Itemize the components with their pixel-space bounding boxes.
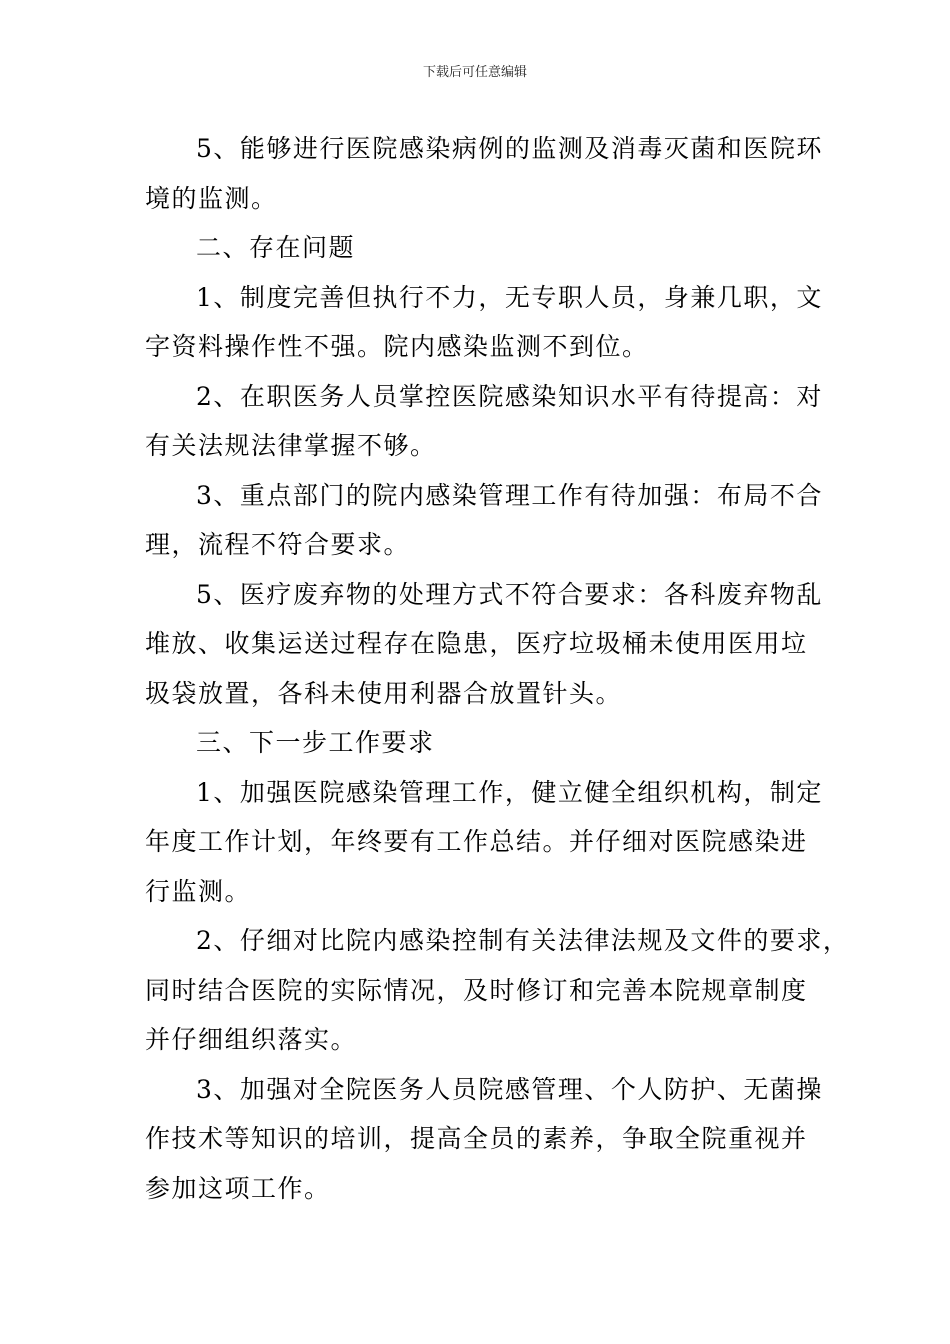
paragraph-problem-5 (145, 570, 823, 719)
paragraph-line: 作技术等知识的培训，提高全员的素养，争取全院重视并 (145, 1124, 808, 1153)
paragraph-line: 有关法规法律掌握不够。 (145, 431, 437, 460)
paragraph-requirement-2 (145, 916, 850, 1065)
paragraph-problem-2 (145, 372, 823, 471)
paragraph-line: 2、在职医务人员掌控医院感染知识水平有待提高：对 (196, 381, 823, 411)
paragraph-line: 字资料操作性不强。院内感染监测不到位。 (145, 332, 649, 361)
document-body (145, 124, 850, 1213)
paragraph-line: 并仔细组织落实。 (145, 1025, 358, 1054)
section-heading-next-steps (145, 718, 817, 768)
paragraph-line: 参加这项工作。 (145, 1173, 331, 1203)
paragraph-line: 圾袋放置，各科未使用利器合放置针头。 (145, 678, 623, 708)
paragraph-line: 1、加强医院感染管理工作，健立健全组织机构，制定 (196, 777, 823, 807)
heading-text: 二、存在问题 (196, 233, 356, 262)
paragraph-line: 同时结合医院的实际情况，及时修订和完善本院规章制度 (145, 975, 808, 1005)
paragraph-line: 年度工作计划，年终要有工作总结。并仔细对医院感染进 (145, 827, 808, 856)
paragraph-line: 1、制度完善但执行不力，无专职人员，身兼几职，文 (196, 282, 823, 312)
paragraph-requirement-3 (145, 1065, 823, 1214)
paragraph-problem-1 (145, 273, 823, 372)
paragraph-line: 3、重点部门的院内感染管理工作有待加强：布局不合 (196, 480, 823, 510)
paragraph-line: 堆放、收集运送过程存在隐患，医疗垃圾桶未使用医用垃 (145, 629, 808, 658)
paragraph-line: 行监测。 (145, 876, 252, 906)
paragraph-line: 理，流程不符合要求。 (145, 530, 411, 559)
paragraph-monitoring-item-5 (145, 124, 823, 223)
section-heading-problems (145, 223, 817, 273)
paragraph-line: 3、加强对全院医务人员院感管理、个人防护、无菌操 (196, 1074, 823, 1104)
paragraph-line: 境的监测。 (145, 183, 278, 213)
paragraph-line: 5、能够进行医院感染病例的监测及消毒灭菌和医院环 (196, 134, 823, 163)
paragraph-line: 5、医疗废弃物的处理方式不符合要求：各科废弃物乱 (196, 579, 823, 609)
page-header: 下载后可任意编辑 (422, 65, 527, 80)
paragraph-problem-3 (145, 471, 823, 570)
heading-text: 三、下一步工作要求 (196, 728, 435, 757)
paragraph-line: 2、仔细对比院内感染控制有关法律法规及文件的要求， (196, 926, 850, 955)
paragraph-requirement-1 (145, 768, 823, 917)
